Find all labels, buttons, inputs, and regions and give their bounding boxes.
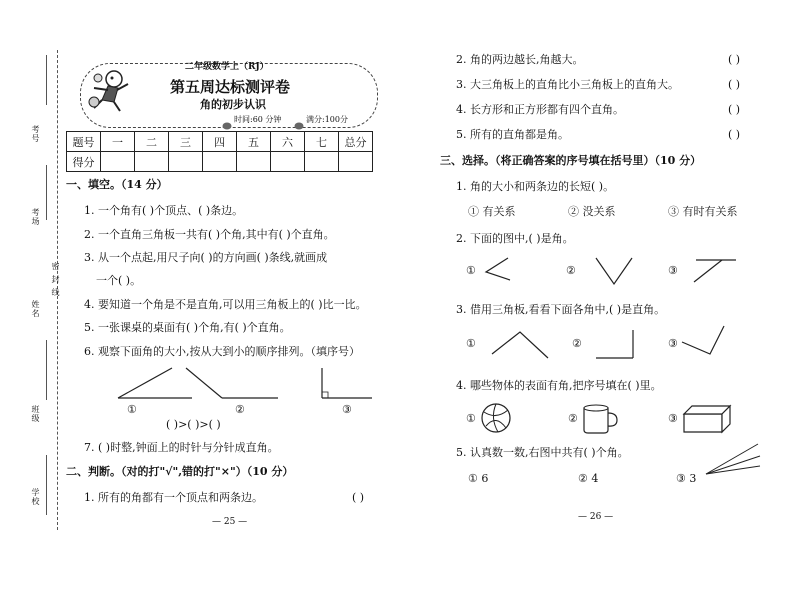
- judge-answer-4[interactable]: ( ): [728, 103, 741, 116]
- subject-label: 二年级数学上（RJ）: [185, 62, 269, 72]
- score-cell: 总分: [339, 132, 373, 152]
- choice-2-fig-3[interactable]: [694, 260, 736, 282]
- score-cell: 二: [135, 132, 169, 152]
- score-input-cell[interactable]: [135, 152, 169, 172]
- score-input-cell[interactable]: [237, 152, 271, 172]
- page-number-right: — 26 —: [578, 512, 614, 522]
- choice-2-fig-1[interactable]: [486, 258, 510, 280]
- choice-2-figures: [480, 252, 760, 288]
- choice-5-option-2[interactable]: ② 4: [578, 472, 599, 485]
- choice-4-num-3: ③: [668, 412, 678, 425]
- judge-answer-2[interactable]: ( ): [728, 53, 741, 66]
- score-icon: [294, 115, 304, 123]
- score-input-cell[interactable]: [339, 152, 373, 172]
- choice-2-num-1: ①: [466, 264, 476, 277]
- fill-question-6: 6. 观察下面角的大小,按从大到小的顺序排列。（填序号）: [84, 345, 360, 358]
- q6-angle-3: [322, 368, 372, 398]
- score-input-cell[interactable]: [169, 152, 203, 172]
- margin-label-mi: 密: [51, 262, 60, 271]
- margin-label-exam-room: 考场: [31, 208, 40, 226]
- judge-answer-3[interactable]: ( ): [728, 78, 741, 91]
- q6-label-3: ③: [342, 403, 352, 416]
- section-choice-heading: 三、选择。（将正确答案的序号填在括号里）（10 分）: [440, 154, 702, 167]
- score-table-score-row: [67, 152, 373, 172]
- fill-question-1: 1. 一个角有( )个顶点、( )条边。: [84, 204, 244, 217]
- fill-question-2: 2. 一个直角三角板一共有( )个角,其中有( )个直角。: [84, 228, 335, 241]
- score-cell: 六: [271, 132, 305, 152]
- choice-3-fig-1[interactable]: [492, 332, 548, 358]
- margin-label-school: 学校: [31, 488, 40, 506]
- score-input-cell[interactable]: [101, 152, 135, 172]
- score-cell: 七: [305, 132, 339, 152]
- binding-margin: [0, 0, 62, 598]
- score-input-cell[interactable]: [305, 152, 339, 172]
- choice-3-fig-3[interactable]: [682, 326, 724, 354]
- score-input-cell[interactable]: [203, 152, 237, 172]
- box-icon[interactable]: [684, 406, 730, 432]
- margin-label-xian: 线: [51, 288, 60, 297]
- judge-question-2: 2. 角的两边越长,角越大。: [456, 53, 584, 66]
- fill-question-3-cont: 一个( )。: [96, 274, 142, 287]
- score-cell: 题号: [67, 132, 101, 152]
- judge-question-3: 3. 大三角板上的直角比小三角板上的直角大。: [456, 78, 679, 91]
- margin-label-name: 姓名: [31, 300, 40, 318]
- fill-question-7: 7. ( )时整,钟面上的时针与分针成直角。: [84, 441, 279, 454]
- choice-5-rays-figure: [702, 440, 764, 478]
- cup-icon[interactable]: [584, 405, 617, 433]
- score-cell: 三: [169, 132, 203, 152]
- mascot-illustration: [84, 66, 132, 118]
- score-cell: 五: [237, 132, 271, 152]
- choice-question-4: 4. 哪些物体的表面有角,把序号填在( )里。: [456, 379, 662, 392]
- judge-question-1: 1. 所有的角都有一个顶点和两条边。: [84, 491, 263, 504]
- q6-angle-2: [186, 368, 278, 398]
- judge-question-4: 4. 长方形和正方形都有四个直角。: [456, 103, 624, 116]
- choice-3-num-2: ②: [572, 337, 582, 350]
- section-fill-blank-heading: 一、填空。（14 分）: [66, 178, 168, 191]
- q6-label-1: ①: [127, 403, 137, 416]
- judge-answer-1[interactable]: ( ): [352, 491, 365, 504]
- choice-5-option-3[interactable]: ③ 3: [676, 472, 697, 485]
- clock-icon: [222, 115, 232, 123]
- q6-angle-1: [118, 368, 192, 398]
- q6-label-2: ②: [235, 403, 245, 416]
- choice-1-option-1[interactable]: ① 有关系: [468, 205, 516, 218]
- choice-3-figures: [480, 320, 760, 364]
- choice-question-3: 3. 借用三角板,看看下面各角中,( )是直角。: [456, 303, 666, 316]
- fill-question-3: 3. 从一个点起,用尺子向( )的方向画( )条线,就画成: [84, 251, 328, 264]
- ball-icon[interactable]: [482, 404, 510, 432]
- score-cell: 一: [101, 132, 135, 152]
- full-score: 满分:100分: [306, 115, 348, 124]
- choice-4-num-2: ②: [568, 412, 578, 425]
- choice-1-option-2[interactable]: ② 没关系: [568, 205, 616, 218]
- fill-question-5: 5. 一张课桌的桌面有( )个角,有( )个直角。: [84, 321, 291, 334]
- time-limit: 时间:60 分钟: [234, 115, 282, 124]
- choice-5-option-1[interactable]: ① 6: [468, 472, 489, 485]
- choice-3-fig-2[interactable]: [596, 330, 633, 358]
- choice-3-num-1: ①: [466, 337, 476, 350]
- score-input-cell[interactable]: [271, 152, 305, 172]
- margin-label-feng: 封: [51, 275, 60, 284]
- choice-4-num-1: ①: [466, 412, 476, 425]
- judge-question-5: 5. 所有的直角都是角。: [456, 128, 569, 141]
- score-table: [66, 131, 373, 172]
- score-cell: 四: [203, 132, 237, 152]
- score-table-header-row: [67, 132, 373, 152]
- margin-label-exam-number: 考号: [31, 125, 40, 143]
- choice-question-2: 2. 下面的图中,( )是角。: [456, 232, 574, 245]
- page-subtitle: 角的初步认识: [200, 98, 266, 111]
- page-number-left: — 25 —: [212, 517, 248, 527]
- score-cell: 得分: [67, 152, 101, 172]
- judge-answer-5[interactable]: ( ): [728, 128, 741, 141]
- fill-question-4: 4. 要知道一个角是不是直角,可以用三角板上的( )比一比。: [84, 298, 367, 311]
- choice-question-5: 5. 认真数一数,右图中共有( )个角。: [456, 446, 629, 459]
- q6-order-answer[interactable]: ( )>( )>( ): [166, 418, 221, 431]
- q6-angle-figures: [110, 362, 380, 404]
- choice-2-fig-2[interactable]: [596, 258, 632, 284]
- section-judge-heading: 二、判断。（对的打"√",错的打"×"）（10 分）: [66, 465, 294, 478]
- choice-4-figures: [480, 400, 740, 436]
- choice-question-1: 1. 角的大小和两条边的长短( )。: [456, 180, 615, 193]
- choice-1-option-3[interactable]: ③ 有时有关系: [668, 205, 738, 218]
- choice-2-num-3: ③: [668, 264, 678, 277]
- page-title: 第五周达标测评卷: [170, 78, 291, 96]
- choice-2-num-2: ②: [566, 264, 576, 277]
- choice-3-num-3: ③: [668, 337, 678, 350]
- margin-label-class: 班级: [31, 405, 40, 423]
